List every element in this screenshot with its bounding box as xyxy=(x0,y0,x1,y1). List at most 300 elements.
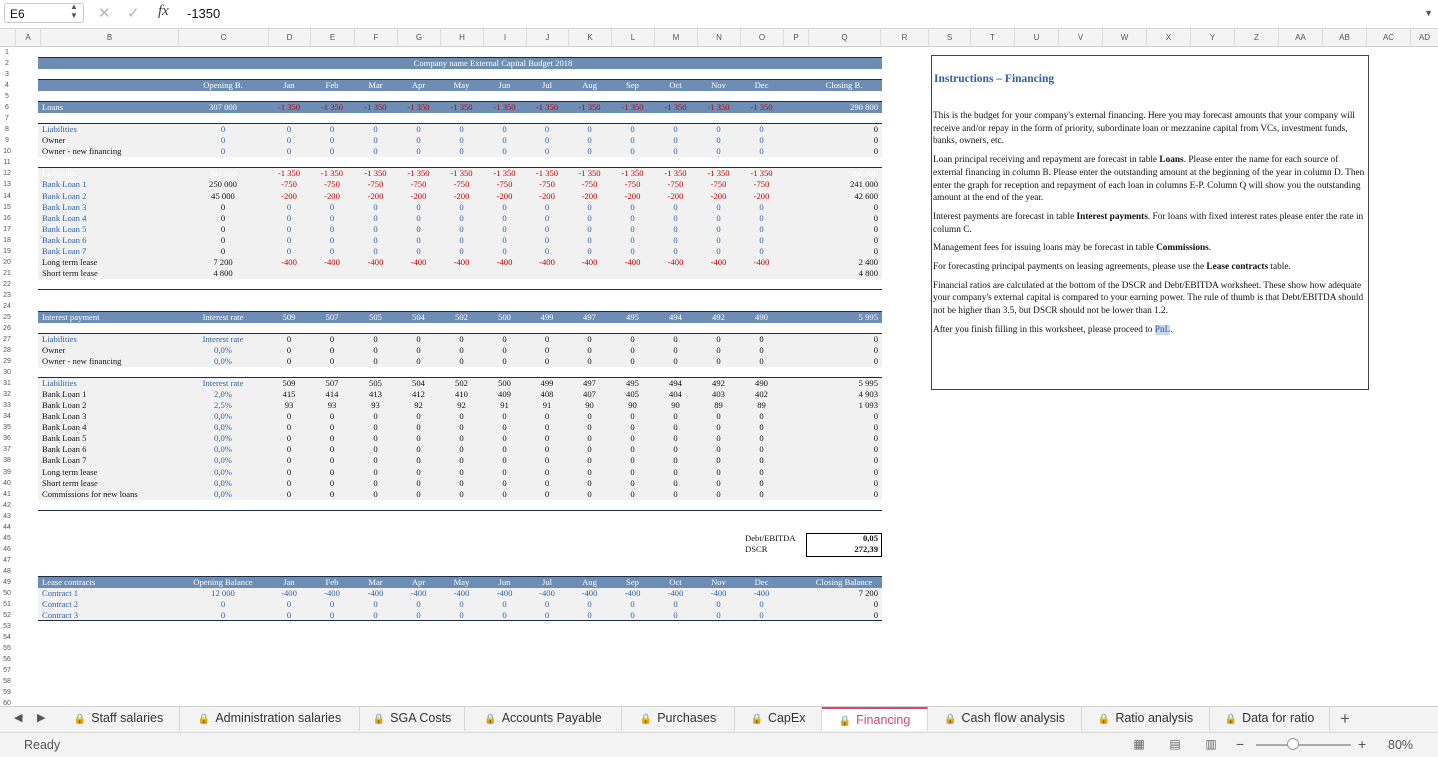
month-cell[interactable]: 0 xyxy=(373,599,378,609)
month-cell[interactable]: 504 xyxy=(412,378,425,389)
month-cell[interactable]: -400 xyxy=(453,256,470,267)
column-header-k[interactable]: K xyxy=(568,29,611,46)
column-header-ac[interactable]: AC xyxy=(1366,29,1410,46)
month-cell[interactable]: 0 xyxy=(630,455,635,466)
closing-cell[interactable]: 0 xyxy=(873,444,878,455)
month-cell[interactable]: 0 xyxy=(459,455,464,466)
row-header-59[interactable]: 59 xyxy=(3,689,11,697)
month-cell[interactable]: 507 xyxy=(325,311,339,322)
month-cell[interactable]: 0 xyxy=(416,345,421,356)
column-header-x[interactable]: X xyxy=(1146,29,1190,46)
month-cell[interactable]: 0 xyxy=(544,212,550,223)
month-cell[interactable]: 0 xyxy=(673,135,678,146)
month-cell[interactable]: 0 xyxy=(373,334,378,345)
opening-cell[interactable]: 0,0% xyxy=(214,433,232,444)
month-cell[interactable]: 0 xyxy=(716,245,721,256)
month-cell[interactable]: 0 xyxy=(673,223,678,234)
column-header-f[interactable]: F xyxy=(354,29,397,46)
opening-cell[interactable]: Interest rate xyxy=(202,378,244,389)
month-cell[interactable]: -1 350 xyxy=(450,168,473,179)
month-cell[interactable]: 89 xyxy=(714,400,723,411)
month-cell[interactable]: 0 xyxy=(329,345,335,356)
month-cell[interactable]: 500 xyxy=(498,311,511,322)
month-cell[interactable]: 509 xyxy=(282,311,296,322)
month-cell[interactable]: -750 xyxy=(281,179,297,190)
month-cell[interactable]: 0 xyxy=(329,212,335,223)
month-cell[interactable]: 0 xyxy=(716,433,721,444)
row-header-22[interactable]: 22 xyxy=(3,280,11,288)
month-cell[interactable]: 0 xyxy=(630,201,635,212)
column-header-ab[interactable]: AB xyxy=(1322,29,1366,46)
month-cell[interactable]: 0 xyxy=(286,488,292,499)
month-cell[interactable]: 0 xyxy=(416,223,421,234)
month-cell[interactable]: 0 xyxy=(329,422,335,433)
month-cell[interactable]: 0 xyxy=(502,212,507,223)
month-cell[interactable]: 0 xyxy=(502,124,507,135)
row-header-44[interactable]: 44 xyxy=(3,523,11,531)
ratio-label[interactable]: DSCR xyxy=(745,543,768,554)
row-label[interactable]: Bank Loan 6 xyxy=(42,444,87,455)
month-cell[interactable]: 0 xyxy=(587,223,592,234)
closing-cell[interactable]: 0 xyxy=(873,135,878,146)
prev-sheet-icon[interactable]: ◀ xyxy=(14,712,23,724)
month-cell[interactable]: 0 xyxy=(716,334,721,345)
closing-cell[interactable]: 0 xyxy=(873,599,878,609)
month-cell[interactable]: 0 xyxy=(286,477,292,488)
opening-cell[interactable]: 0 xyxy=(220,146,226,157)
month-cell[interactable]: -200 xyxy=(453,190,470,201)
header-month[interactable]: Apr xyxy=(411,80,426,91)
month-cell[interactable]: 0 xyxy=(716,411,721,422)
month-cell[interactable]: 0 xyxy=(459,422,464,433)
row-label[interactable]: Contract 1 xyxy=(42,587,79,598)
opening-cell[interactable]: 0,0% xyxy=(214,422,232,433)
month-cell[interactable]: 0 xyxy=(286,411,292,422)
month-cell[interactable]: 0 xyxy=(544,223,550,234)
header-closing[interactable]: Closing B. xyxy=(825,80,863,91)
closing-cell[interactable]: 0 xyxy=(873,610,878,621)
month-cell[interactable]: 0 xyxy=(544,245,550,256)
month-cell[interactable]: 0 xyxy=(502,356,507,367)
row-label[interactable]: Bank Loan 1 xyxy=(42,179,87,190)
month-cell[interactable]: 0 xyxy=(759,146,764,157)
month-cell[interactable]: 0 xyxy=(459,245,464,256)
month-cell[interactable]: 0 xyxy=(587,466,592,477)
month-cell[interactable] xyxy=(399,268,438,279)
month-cell[interactable]: 0 xyxy=(416,422,421,433)
column-header-y[interactable]: Y xyxy=(1190,29,1234,46)
sheet-tab-data-for-ratio[interactable] xyxy=(1210,707,1330,731)
month-cell[interactable]: 0 xyxy=(286,356,292,367)
month-cell[interactable]: 0 xyxy=(286,124,292,135)
worksheet[interactable] xyxy=(0,29,1438,706)
month-cell[interactable]: -400 xyxy=(539,256,555,267)
month-cell[interactable]: -400 xyxy=(410,587,427,598)
month-cell[interactable]: 0 xyxy=(329,234,335,245)
row-label[interactable]: Bank Loan 4 xyxy=(42,422,87,433)
month-cell[interactable]: 0 xyxy=(716,212,721,223)
month-cell[interactable]: -1 350 xyxy=(664,168,687,179)
month-cell[interactable]: 0 xyxy=(329,411,335,422)
month-cell[interactable]: 0 xyxy=(459,223,464,234)
row-label[interactable]: Liabilities xyxy=(42,124,77,135)
month-cell[interactable]: 0 xyxy=(459,124,464,135)
column-header-i[interactable]: I xyxy=(483,29,526,46)
month-cell[interactable]: -400 xyxy=(453,587,470,598)
month-cell[interactable]: 0 xyxy=(759,201,764,212)
month-cell[interactable]: 0 xyxy=(502,345,507,356)
month-cell[interactable]: 0 xyxy=(373,488,378,499)
column-header-ad[interactable]: AD xyxy=(1410,29,1438,46)
row-header-12[interactable]: 12 xyxy=(3,170,11,178)
month-cell[interactable]: 500 xyxy=(498,378,511,389)
zoom-slider[interactable] xyxy=(1256,744,1351,746)
month-cell[interactable]: 0 xyxy=(544,433,550,444)
closing-cell[interactable]: 0 xyxy=(873,345,878,356)
month-cell[interactable]: 0 xyxy=(673,411,678,422)
month-cell[interactable]: 0 xyxy=(716,466,721,477)
month-cell[interactable]: 0 xyxy=(716,356,721,367)
opening-cell[interactable]: 0,0% xyxy=(214,345,232,356)
month-cell[interactable]: -200 xyxy=(496,190,513,201)
sheet-tab-staff-salaries[interactable] xyxy=(58,707,180,731)
month-cell[interactable]: 505 xyxy=(369,311,382,322)
row-label[interactable]: Owner xyxy=(42,135,66,146)
month-cell[interactable]: 0 xyxy=(716,146,721,157)
month-cell[interactable]: 0 xyxy=(587,411,592,422)
column-header-e[interactable]: E xyxy=(310,29,354,46)
month-cell[interactable]: 0 xyxy=(673,599,678,609)
row-header-10[interactable]: 10 xyxy=(3,148,11,156)
month-cell[interactable]: -1 350 xyxy=(407,102,430,113)
column-header-c[interactable]: C xyxy=(178,29,268,46)
month-cell[interactable]: 494 xyxy=(669,378,682,389)
month-cell[interactable]: 0 xyxy=(587,455,592,466)
month-cell[interactable]: -750 xyxy=(581,179,598,190)
month-cell[interactable]: 0 xyxy=(673,234,678,245)
month-cell[interactable]: -400 xyxy=(410,256,427,267)
month-cell[interactable]: 0 xyxy=(673,356,678,367)
month-cell[interactable]: 0 xyxy=(373,444,378,455)
opening-cell[interactable]: 0,0% xyxy=(214,477,232,488)
month-cell[interactable]: -1 350 xyxy=(621,102,644,113)
month-cell[interactable]: 0 xyxy=(502,477,507,488)
month-cell[interactable]: 0 xyxy=(416,146,421,157)
month-cell[interactable]: 0 xyxy=(759,212,764,223)
month-cell[interactable]: 0 xyxy=(502,599,507,609)
opening-cell[interactable]: 0 xyxy=(220,234,226,245)
month-cell[interactable]: 0 xyxy=(759,444,764,455)
month-cell[interactable]: 0 xyxy=(286,135,292,146)
month-cell[interactable]: -750 xyxy=(710,179,727,190)
header-month[interactable]: Sep xyxy=(626,80,639,91)
month-cell[interactable]: -200 xyxy=(539,190,555,201)
month-cell[interactable]: 0 xyxy=(459,212,464,223)
row-header-42[interactable]: 42 xyxy=(3,501,11,509)
row-header-6[interactable]: 6 xyxy=(5,104,9,112)
opening-cell[interactable]: 12 000 xyxy=(211,587,235,598)
month-cell[interactable]: 0 xyxy=(759,124,764,135)
column-header-v[interactable]: V xyxy=(1058,29,1102,46)
month-cell[interactable]: 0 xyxy=(416,124,421,135)
month-cell[interactable]: 0 xyxy=(286,345,292,356)
row-label[interactable]: Liabilities xyxy=(42,334,77,345)
row-header-20[interactable]: 20 xyxy=(3,258,11,266)
month-cell[interactable]: 492 xyxy=(712,378,725,389)
month-cell[interactable]: 0 xyxy=(329,201,335,212)
header-month[interactable]: Mar xyxy=(368,80,383,91)
row-header-28[interactable]: 28 xyxy=(3,347,11,355)
month-cell[interactable]: 0 xyxy=(544,488,550,499)
month-cell[interactable]: -1 350 xyxy=(578,102,601,113)
month-cell[interactable]: 0 xyxy=(587,488,592,499)
closing-cell[interactable]: 290 800 xyxy=(850,168,878,179)
month-cell[interactable]: 0 xyxy=(673,146,678,157)
month-cell[interactable]: 0 xyxy=(759,599,764,609)
header-month[interactable]: Nov xyxy=(711,80,726,91)
month-cell[interactable]: 0 xyxy=(630,488,635,499)
month-cell[interactable]: -200 xyxy=(324,190,340,201)
month-cell[interactable]: 0 xyxy=(673,422,678,433)
month-cell[interactable] xyxy=(570,268,609,279)
row-header-39[interactable]: 39 xyxy=(3,468,11,476)
column-header-u[interactable]: U xyxy=(1014,29,1058,46)
month-cell[interactable]: 93 xyxy=(284,400,294,411)
month-cell[interactable]: -400 xyxy=(753,587,770,598)
month-cell[interactable]: 0 xyxy=(544,411,550,422)
month-cell[interactable]: 0 xyxy=(673,334,678,345)
closing-cell[interactable]: 0 xyxy=(873,245,878,256)
month-cell[interactable] xyxy=(742,268,781,279)
month-cell[interactable]: 0 xyxy=(759,135,764,146)
closing-cell[interactable]: 0 xyxy=(873,234,878,245)
month-cell[interactable]: 0 xyxy=(329,488,335,499)
month-cell[interactable]: 0 xyxy=(630,345,635,356)
row-header-34[interactable]: 34 xyxy=(3,413,11,421)
closing-cell[interactable]: 290 800 xyxy=(850,102,878,113)
month-cell[interactable]: 0 xyxy=(416,466,421,477)
row-header-36[interactable]: 36 xyxy=(3,435,11,443)
month-cell[interactable]: 0 xyxy=(286,223,292,234)
row-label[interactable]: Contract 2 xyxy=(42,599,79,609)
row-header-38[interactable]: 38 xyxy=(3,457,11,465)
column-header-z[interactable]: Z xyxy=(1234,29,1278,46)
month-cell[interactable]: -400 xyxy=(367,256,384,267)
month-cell[interactable]: -1 350 xyxy=(750,168,773,179)
month-cell[interactable]: -200 xyxy=(410,190,427,201)
header-month[interactable]: Jul xyxy=(541,80,553,91)
row-label[interactable]: Long term lease xyxy=(42,256,98,267)
row-header-47[interactable]: 47 xyxy=(3,556,11,564)
header-month[interactable]: Jun xyxy=(498,80,511,91)
add-sheet-icon[interactable]: + xyxy=(1340,709,1350,728)
month-cell[interactable]: -400 xyxy=(710,256,727,267)
ratio-label[interactable]: Debt/EBITDA xyxy=(745,532,796,543)
column-header-d[interactable]: D xyxy=(268,29,310,46)
column-header-q[interactable]: Q xyxy=(808,29,880,46)
closing-cell[interactable]: 4 903 xyxy=(858,389,878,400)
closing-cell[interactable]: 42 600 xyxy=(854,190,878,201)
normal-view-icon[interactable]: ▦ xyxy=(1133,737,1145,751)
row-header-50[interactable]: 50 xyxy=(3,589,11,597)
month-cell[interactable]: 0 xyxy=(286,201,292,212)
month-cell[interactable]: 0 xyxy=(630,599,635,609)
month-cell[interactable]: 404 xyxy=(669,389,682,400)
row-header-31[interactable]: 31 xyxy=(3,380,11,388)
ratio-value[interactable]: 272,39 xyxy=(854,543,878,554)
month-cell[interactable]: 0 xyxy=(716,234,721,245)
month-cell[interactable] xyxy=(656,268,695,279)
month-cell[interactable]: -400 xyxy=(324,256,340,267)
month-cell[interactable]: -400 xyxy=(624,256,641,267)
month-cell[interactable]: 0 xyxy=(416,455,421,466)
row-header-35[interactable]: 35 xyxy=(3,424,11,432)
page-break-icon[interactable]: ▥ xyxy=(1205,737,1217,751)
header-month[interactable]: Aug xyxy=(582,80,597,91)
month-cell[interactable]: 0 xyxy=(329,223,335,234)
month-cell[interactable]: 0 xyxy=(630,245,635,256)
row-label[interactable]: Bank Loan 3 xyxy=(42,411,87,422)
row-header-55[interactable]: 55 xyxy=(3,645,11,653)
month-cell[interactable]: 0 xyxy=(459,234,464,245)
month-cell[interactable]: 492 xyxy=(712,311,725,322)
row-header-41[interactable]: 41 xyxy=(3,490,11,498)
month-cell[interactable]: 91 xyxy=(500,400,509,411)
month-cell[interactable]: -750 xyxy=(453,179,470,190)
sheet-tab-accounts-payable[interactable] xyxy=(465,707,622,731)
month-cell[interactable]: -400 xyxy=(367,587,384,598)
month-cell[interactable]: 0 xyxy=(329,124,335,135)
month-cell[interactable]: 502 xyxy=(455,378,468,389)
month-cell[interactable]: 0 xyxy=(416,212,421,223)
month-cell[interactable]: 0 xyxy=(630,146,635,157)
month-cell[interactable]: 413 xyxy=(369,389,382,400)
closing-cell[interactable]: 7 200 xyxy=(858,587,878,598)
month-cell[interactable]: 0 xyxy=(502,201,507,212)
header-month[interactable]: Jan xyxy=(283,576,295,587)
month-cell[interactable]: -1 350 xyxy=(364,168,387,179)
header-month[interactable]: Dec xyxy=(754,576,769,587)
month-cell[interactable]: 504 xyxy=(412,311,425,322)
header-month[interactable]: Jan xyxy=(283,80,295,91)
row-label[interactable]: Contract 3 xyxy=(42,610,79,621)
row-header-43[interactable]: 43 xyxy=(3,512,11,520)
opening-cell[interactable]: 0,0% xyxy=(214,466,232,477)
month-cell[interactable]: 0 xyxy=(759,610,764,621)
closing-cell[interactable]: 0 xyxy=(873,488,878,499)
row-header-37[interactable]: 37 xyxy=(3,446,11,454)
row-header-24[interactable]: 24 xyxy=(3,302,11,310)
column-header-j[interactable]: J xyxy=(526,29,568,46)
row-header-15[interactable]: 15 xyxy=(3,203,11,211)
sheet-tab-sga-costs[interactable] xyxy=(360,707,465,731)
header-month[interactable]: Sep xyxy=(626,576,639,587)
month-cell[interactable]: 0 xyxy=(759,455,764,466)
function-icon[interactable]: fx xyxy=(158,3,169,19)
row-header-5[interactable]: 5 xyxy=(5,93,9,101)
month-cell[interactable] xyxy=(613,268,652,279)
column-header-b[interactable]: B xyxy=(40,29,178,46)
header-month[interactable]: Feb xyxy=(325,576,339,587)
month-cell[interactable]: 0 xyxy=(587,234,592,245)
month-cell[interactable]: 0 xyxy=(329,599,335,609)
month-cell[interactable]: 0 xyxy=(587,124,592,135)
header-opening[interactable]: Opening B. xyxy=(203,80,243,91)
month-cell[interactable]: 0 xyxy=(759,466,764,477)
month-cell[interactable]: 0 xyxy=(502,334,507,345)
rate-header[interactable]: Interest rate xyxy=(202,311,244,322)
month-cell[interactable]: 0 xyxy=(373,477,378,488)
month-cell[interactable]: 0 xyxy=(329,135,335,146)
month-cell[interactable]: 0 xyxy=(716,135,721,146)
row-label[interactable]: Bank Loan 5 xyxy=(42,433,87,444)
month-cell[interactable]: 0 xyxy=(502,135,507,146)
month-cell[interactable]: 0 xyxy=(416,334,421,345)
month-cell[interactable]: 0 xyxy=(502,245,507,256)
month-cell[interactable]: 0 xyxy=(502,610,507,621)
closing-cell[interactable]: 0 xyxy=(873,334,878,345)
month-cell[interactable]: -750 xyxy=(410,179,427,190)
month-cell[interactable]: 0 xyxy=(329,146,335,157)
month-cell[interactable]: 494 xyxy=(669,311,682,322)
month-cell[interactable]: 0 xyxy=(329,610,335,621)
row-label[interactable]: Owner - new financing xyxy=(42,356,122,367)
closing-cell[interactable]: 0 xyxy=(873,201,878,212)
opening-cell[interactable]: 250 000 xyxy=(209,179,237,190)
month-cell[interactable]: -750 xyxy=(496,179,513,190)
month-cell[interactable]: 0 xyxy=(286,444,292,455)
month-cell[interactable]: -1 350 xyxy=(750,102,773,113)
month-cell[interactable]: 0 xyxy=(587,477,592,488)
month-cell[interactable]: 0 xyxy=(373,212,378,223)
row-header-51[interactable]: 51 xyxy=(3,601,11,608)
row-header-7[interactable]: 7 xyxy=(5,115,9,123)
ratio-value[interactable]: 0,05 xyxy=(862,532,878,543)
month-cell[interactable]: -400 xyxy=(667,587,684,598)
row-header-3[interactable]: 3 xyxy=(5,71,9,79)
month-cell[interactable]: 0 xyxy=(587,135,592,146)
month-cell[interactable]: 0 xyxy=(716,599,721,609)
row-label[interactable]: Bank Loan 5 xyxy=(42,223,87,234)
month-cell[interactable]: 0 xyxy=(716,444,721,455)
month-cell[interactable]: 495 xyxy=(626,311,639,322)
row-header-23[interactable]: 23 xyxy=(3,291,11,299)
month-cell[interactable]: 0 xyxy=(459,466,464,477)
column-header-w[interactable]: W xyxy=(1102,29,1146,46)
month-cell[interactable]: -750 xyxy=(667,179,684,190)
closing-cell[interactable]: 0 xyxy=(873,124,878,135)
month-cell[interactable]: 402 xyxy=(755,389,768,400)
row-header-1[interactable]: 1 xyxy=(5,49,9,56)
closing-cell[interactable]: 0 xyxy=(873,411,878,422)
month-cell[interactable]: -1 350 xyxy=(450,102,473,113)
month-cell[interactable]: 0 xyxy=(286,466,292,477)
month-cell[interactable]: 0 xyxy=(286,245,292,256)
month-cell[interactable]: 0 xyxy=(329,466,335,477)
column-header-h[interactable]: H xyxy=(440,29,483,46)
month-cell[interactable]: 0 xyxy=(459,411,464,422)
row-header-18[interactable]: 18 xyxy=(3,236,11,244)
column-header-n[interactable]: N xyxy=(697,29,740,46)
header-month[interactable]: May xyxy=(453,576,470,587)
opening-cell[interactable]: 0 xyxy=(220,212,226,223)
month-cell[interactable]: 0 xyxy=(329,245,335,256)
month-cell[interactable]: -1 350 xyxy=(320,168,344,179)
month-cell[interactable]: 0 xyxy=(630,223,635,234)
column-header-a[interactable]: A xyxy=(15,29,40,46)
month-cell[interactable]: 0 xyxy=(459,334,464,345)
month-cell[interactable]: 507 xyxy=(325,378,339,389)
